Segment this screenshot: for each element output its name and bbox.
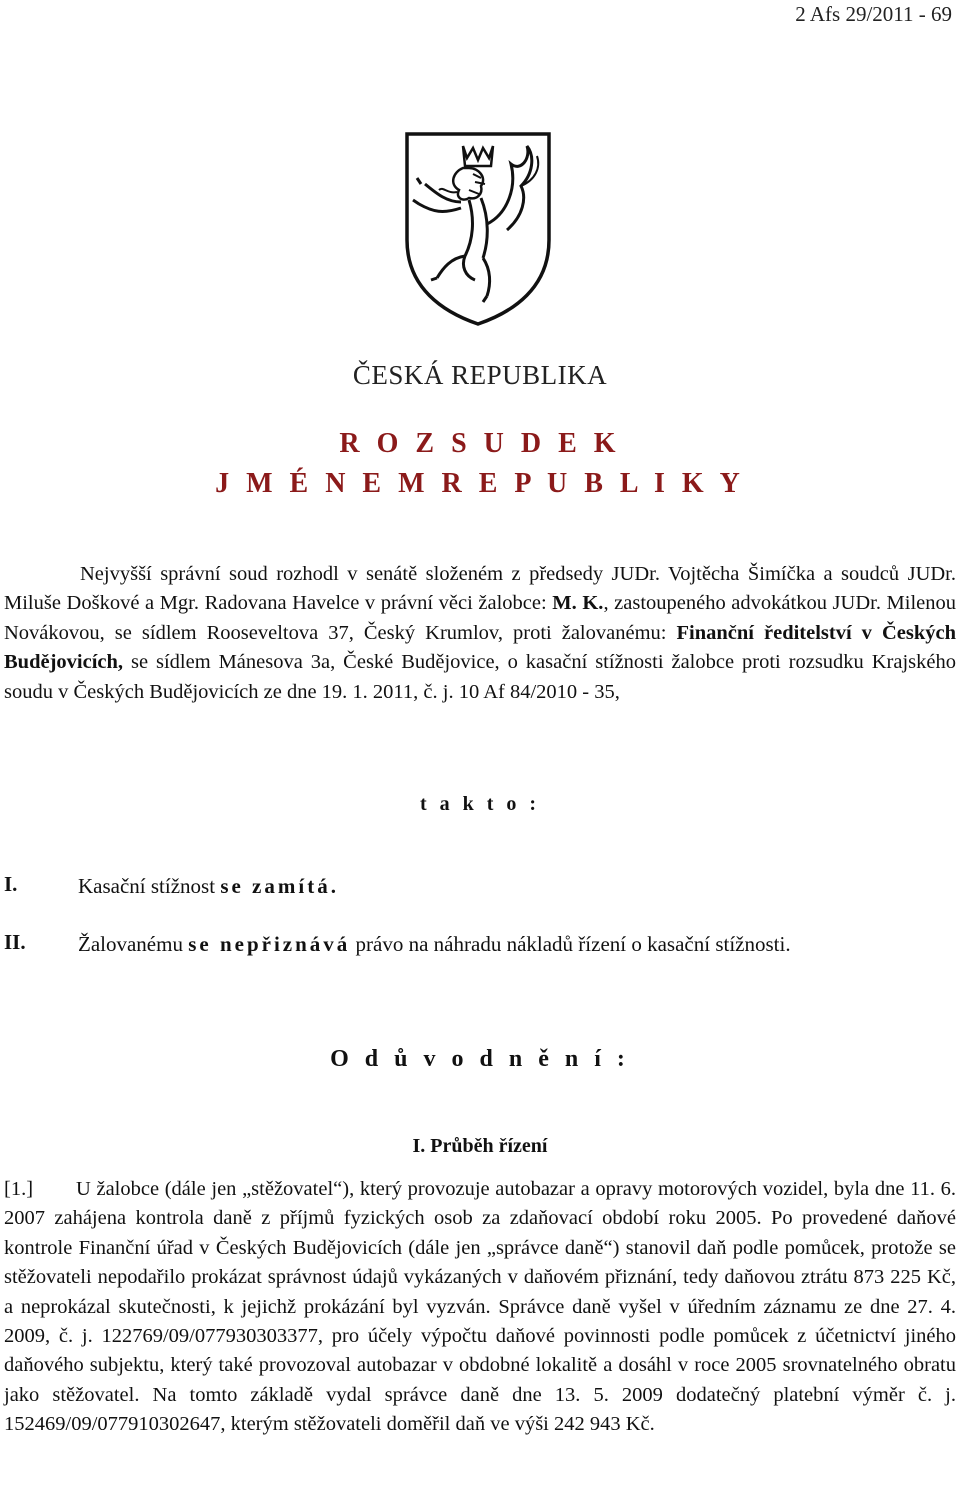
intro-paragraph — [4, 560, 956, 707]
verdict-item — [78, 930, 956, 959]
verdict-number: I. — [4, 872, 18, 896]
verdict-emphasis: se nepřiznává — [188, 932, 351, 956]
intro-text-1: Nejvyšší správní soud rozhodl v senátě složeném z předsedy JUDr. Vojtěcha Šimíčka a soudců JUDr. Miluše Doškové a Mgr. Radovana Havelce v právní věci žalobce: — [4, 563, 956, 615]
defendant-name: Finanční ředitelství v Českých Budějovicích, — [4, 621, 956, 674]
section-heading: I. Průběh řízení — [412, 1135, 548, 1157]
verdict-text-post: právo na náhradu nákladů řízení o kasační stížnosti. — [350, 932, 791, 956]
judgment-heading: R O Z S U D E K — [339, 428, 621, 459]
case-reference: 2 Afs 29/2011 - 69 — [795, 2, 952, 26]
in-name-of-republic-heading: J M É N E M R E P U B L I K Y — [215, 468, 745, 499]
paragraph-label: [1.] — [4, 1178, 34, 1200]
verdict-number: II. — [4, 930, 26, 954]
reasoning-paragraph — [4, 1175, 956, 1440]
verdict-emphasis: se zamítá. — [220, 874, 339, 898]
intro-text-2: , zastoupeného advokátkou JUDr. Milenou Novákovou, se sídlem Rooseveltova 37, Český Krumlov, proti žalovanému: — [4, 592, 957, 644]
verdict-text: Žalovanému — [78, 932, 189, 956]
paragraph-text: U žalobce (dále jen „stěžovatel“), který provozuje autobazar a opravy motorových vozidel, byla dne 11. 6. 2007 zahájena kontrola daně z příjmů fyzických osob za zdaňovací období roku 2005. Po provedené daňové kontrole Finanční úřad v Českých Budějovicích (dále jen „správce daně“) stanovil daň podle pomůcek, protože se stěžovateli nepodařilo prokázat správnost údajů vykázaných v daňovém přiznání, tedy daňovou ztrátu 873 225 Kč, a neprokázal skutečnosti, k jejichž prokázání byl vyzván. Správce daně vyšel v úředním záznamu ze dne 27. 4. 2009, č. j. 122769/09/077930303377, pro účely výpočtu daňové povinnosti podle pomůcek z účetnictví jiného daňového subjektu, který také provozoval autobazar v obdobné lokalitě a dosáhl v roce 2005 srovnatelného obratu jako stěžovatel. Na tomto základě vydal správce daně dne 13. 5. 2009 dodatečný platební výměr č. j. 152469/09/077910302647, kterým stěžovateli doměřil daň ve výši 242 943 Kč. — [4, 1178, 956, 1436]
verdict-item — [78, 872, 956, 901]
intro-text-3: se sídlem Mánesova 3a, České Budějovice, o kasační stížnosti žalobce proti rozsudku Krajského soudu v Českých Budějovicích ze dne 19. 1. 2011, č. j. 10 Af 84/2010 - 35, — [4, 651, 956, 703]
coat-of-arms-icon — [403, 128, 553, 326]
country-title: ČESKÁ REPUBLIKA — [352, 360, 608, 390]
verdict-intro: t a k t o : — [419, 793, 541, 815]
plaintiff-name: M. K. — [552, 592, 604, 615]
reasoning-heading: O d ů v o d n ě n í : — [330, 1046, 630, 1072]
verdict-text: Kasační stížnost — [78, 874, 221, 898]
